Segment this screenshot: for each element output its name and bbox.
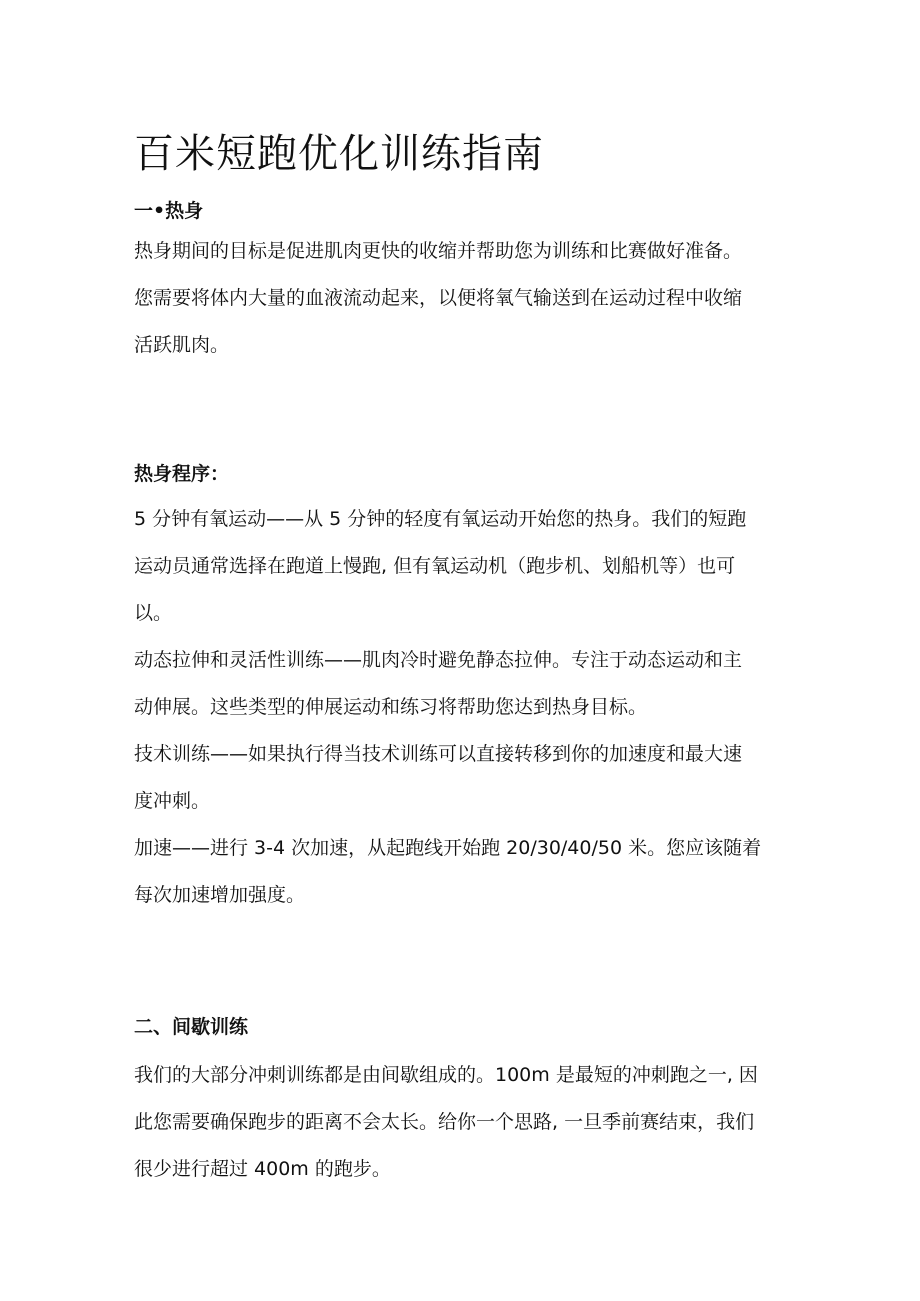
interval-training-paragraph — [134, 1052, 794, 1193]
text-line: 5 分钟有氧运动——从 5 分钟的轻度有氧运动开始您的热身。我们的短跑 — [134, 508, 747, 530]
warmup-procedure-paragraph — [134, 496, 794, 919]
text-line: 您需要将体内大量的血液流动起来，以便将氧气输送到在运动过程中收缩 — [134, 287, 743, 309]
text-line: 动态拉伸和灵活性训练——肌肉冷时避免静态拉伸。专注于动态运动和主 — [134, 649, 743, 671]
subheading-warmup-procedure: 热身程序： — [134, 463, 230, 485]
text-line: 热身期间的目标是促进肌肉更快的收缩并帮助您为训练和比赛做好准备。 — [134, 240, 743, 262]
text-line: 技术训练——如果执行得当技术训练可以直接转移到你的加速度和最大速 — [134, 743, 743, 765]
section-heading-interval-training: 二、间歇训练 — [134, 1016, 249, 1038]
text-line: 此您需要确保跑步的距离不会太长。给你一个思路, 一旦季前赛结束，我们 — [134, 1111, 755, 1133]
text-line: 动伸展。这些类型的伸展运动和练习将帮助您达到热身目标。 — [134, 696, 648, 718]
section-heading-warmup: 一•热身 — [134, 200, 204, 222]
text-line: 运动员通常选择在跑道上慢跑, 但有氧运动机（跑步机、划船机等）也可 — [134, 555, 736, 577]
text-line: 加速——进行 3-4 次加速，从起跑线开始跑 20/30/40/50 米。您应该随着 — [134, 837, 762, 859]
text-line: 活跃肌肉。 — [134, 334, 230, 356]
warmup-intro-paragraph — [134, 228, 794, 369]
document-title: 百米短跑优化训练指南 — [134, 131, 544, 177]
text-line: 度冲刺。 — [134, 790, 211, 812]
text-line: 我们的大部分冲刺训练都是由间歇组成的。100m 是最短的冲刺跑之一, 因 — [134, 1064, 758, 1086]
text-line: 每次加速增加强度。 — [134, 884, 306, 906]
text-line: 很少进行超过 400m 的跑步。 — [134, 1158, 391, 1180]
text-line: 以。 — [134, 602, 173, 624]
